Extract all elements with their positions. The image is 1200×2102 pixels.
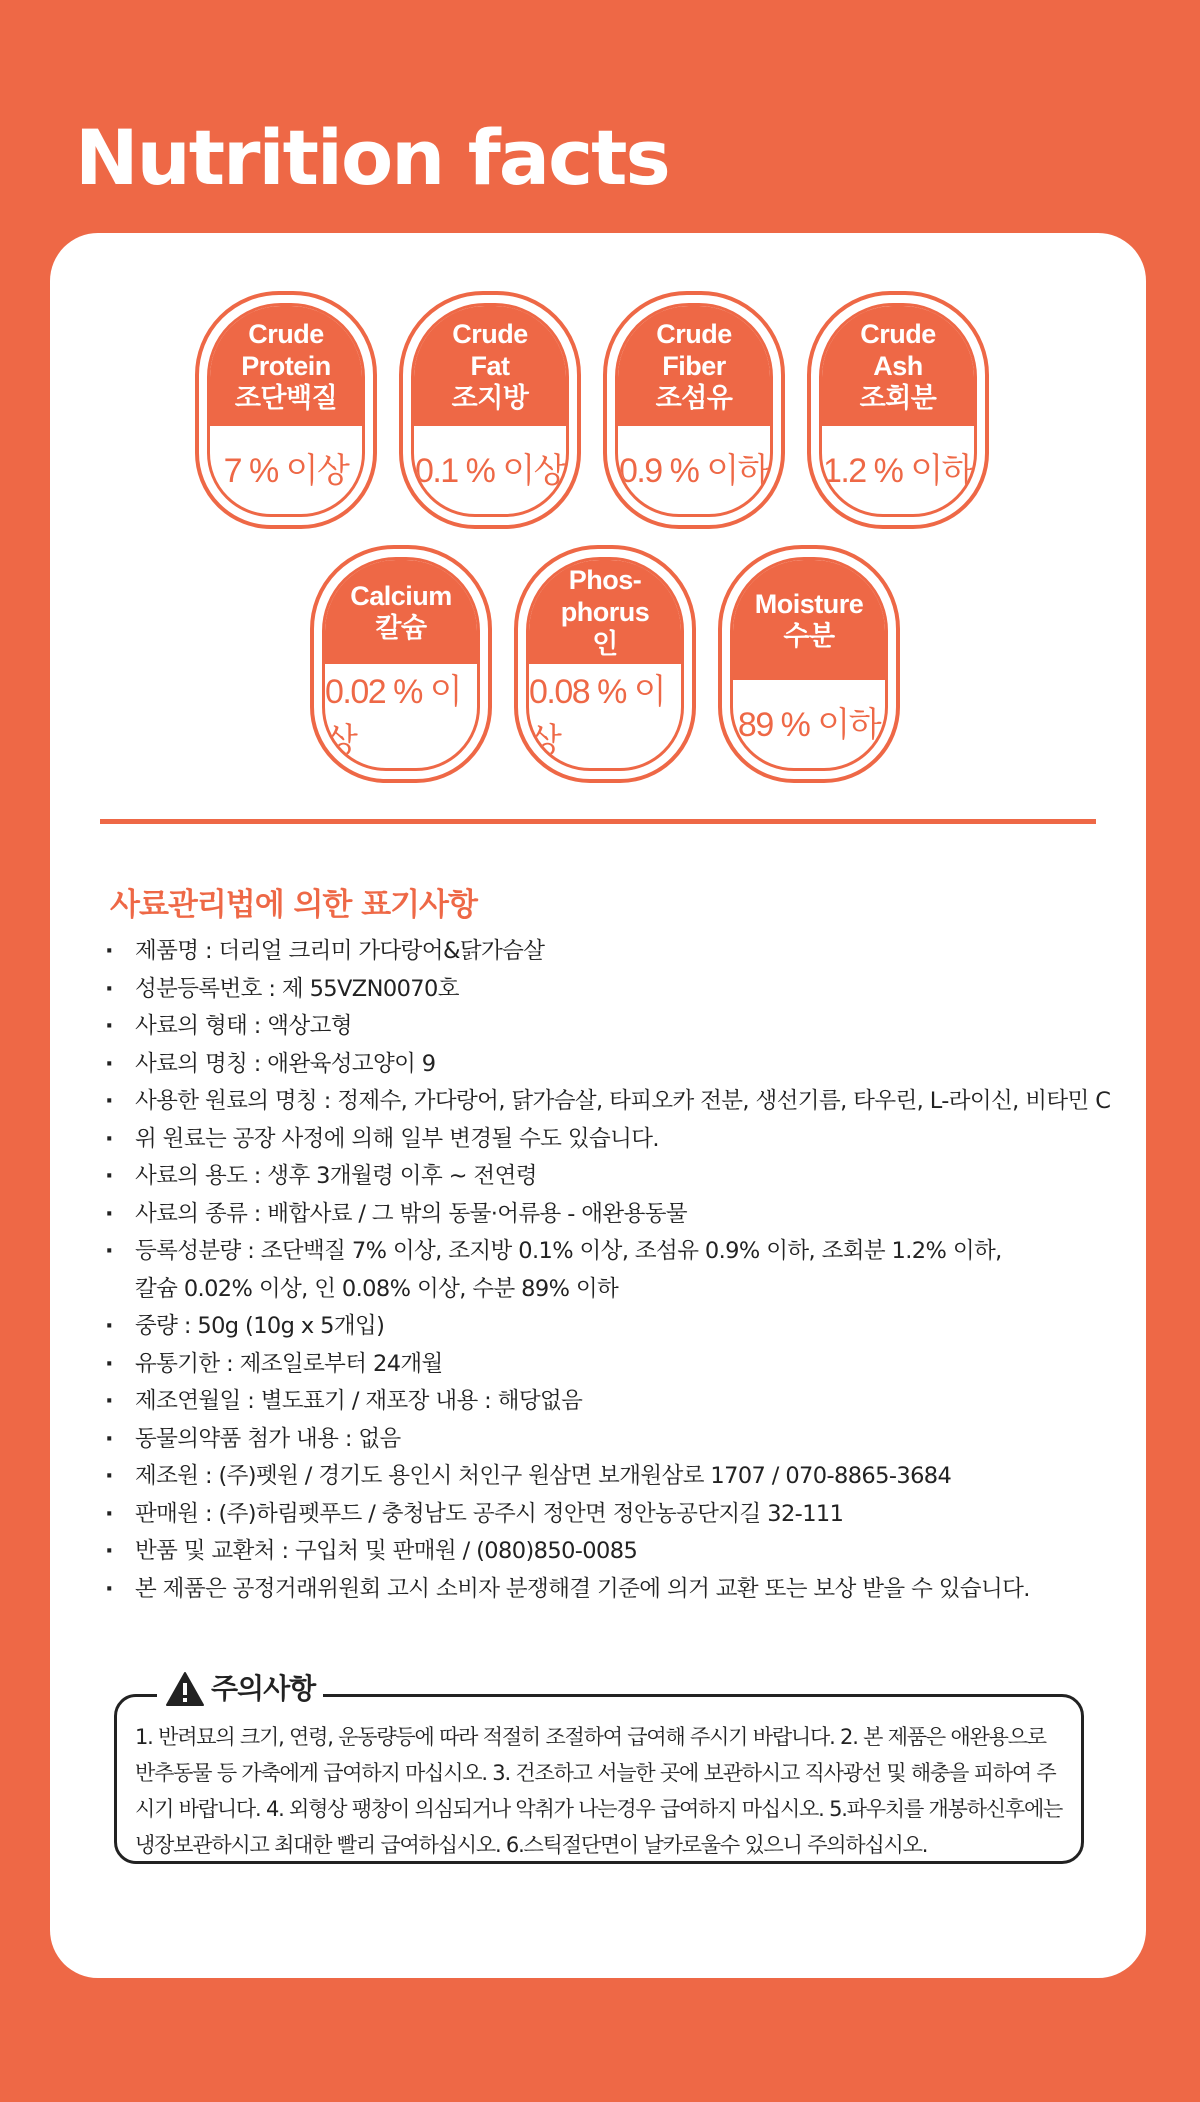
- nutrient-badge-moisture: [718, 545, 900, 783]
- nutrient-badge-crude-protein: [195, 291, 377, 529]
- bullet: ·: [105, 1050, 113, 1077]
- list-item: [105, 1308, 1115, 1346]
- nutrient-label-line: Crude: [452, 319, 528, 349]
- nutrient-label: [822, 306, 974, 426]
- list-item-continuation: [105, 1271, 1115, 1309]
- nutrient-label: [210, 306, 362, 426]
- nutrient-label-line: 인: [592, 629, 618, 659]
- list-item-text: 등록성분량 : 조단백질 7% 이상, 조지방 0.1% 이상, 조섬유 0.9% 이하, 조회분 1.2% 이하,: [135, 1238, 1002, 1264]
- nutrient-label-line: phorus: [560, 597, 650, 627]
- nutrient-label-line: 수분: [783, 621, 835, 651]
- nutrient-badge-calcium: [310, 545, 492, 783]
- list-item-text: 위 원료는 공장 사정에 의해 일부 변경될 수도 있습니다.: [135, 1125, 659, 1152]
- list-item-text: 사용한 원료의 명칭 : 정제수, 가다랑어, 닭가슴살, 타피오카 전분, 생선기름, 타우린, L-라이신, 비타민 C: [135, 1088, 1111, 1114]
- list-item: [105, 1158, 1115, 1196]
- nutrient-value: 7 % 이상: [223, 451, 349, 490]
- list-item-text: 사료의 용도 : 생후 3개월령 이후 ~ 전연령: [135, 1163, 537, 1189]
- nutrient-value: 1.2 % 이하: [822, 451, 974, 490]
- nutrient-label-line: Crude: [656, 319, 732, 349]
- list-item-text: 제조원 : (주)펫원 / 경기도 용인시 처인구 원삼면 보개원삼로 1707 / 070-8865-3684: [135, 1463, 952, 1489]
- list-item-text: 사료의 명칭 : 애완육성고양이 9: [135, 1050, 436, 1077]
- bullet: ·: [105, 1125, 113, 1152]
- labeling-info-list: [105, 933, 1115, 1608]
- nutrient-label-line: 조지방: [451, 383, 529, 413]
- list-item: [105, 1233, 1115, 1271]
- bullet: ·: [105, 1350, 113, 1377]
- list-item: [105, 1008, 1115, 1046]
- bullet: ·: [105, 1238, 113, 1264]
- bullet: ·: [105, 1200, 113, 1227]
- list-item: [105, 1346, 1115, 1384]
- list-item-text: 제조연월일 : 별도표기 / 재포장 내용 : 해당없음: [135, 1388, 583, 1414]
- nutrient-label-line: Calcium: [350, 581, 452, 611]
- nutrient-badge-crude-fat: [399, 291, 581, 529]
- list-item-text: 제품명 : 더리얼 크리미 가다랑어&닭가슴살: [135, 938, 545, 964]
- list-item-text: 성분등록번호 : 제 55VZN0070호: [135, 975, 459, 1002]
- nutrient-value: 0.1 % 이상: [414, 451, 566, 490]
- bullet: ·: [105, 938, 113, 964]
- caution-text: 1. 반려묘의 크기, 연령, 운동량등에 따라 적절히 조절하여 급여해 주시기 바랍니다. 2. 본 제품은 애완용으로 반추동물 등 가축에게 급여하지 마십시오. 3. 건조하고 서늘한 곳에 보관하시고 직사광선 및 해충을 피하여 주시기 바랍니다. 4. 외형상 팽창이 의심되거나 악취가 나는경우 급여하지 마십시오. 5.파우치를 개봉하신후에는 냉장보관하시고 최대한 빨리 급여하십시오. 6.스틱절단면이 날카로울수 있으니 주의하십시오.: [135, 1725, 1063, 1857]
- warning-icon: [165, 1671, 205, 1707]
- nutrient-badge-crude-fiber: [603, 291, 785, 529]
- page-title: Nutrition facts: [75, 113, 669, 202]
- list-item-text: 본 제품은 공정거래위원회 고시 소비자 분쟁해결 기준에 의거 교환 또는 보상 받을 수 있습니다.: [135, 1575, 1030, 1602]
- list-item-text: 동물의약품 첨가 내용 : 없음: [135, 1425, 401, 1452]
- bullet: ·: [105, 1500, 113, 1527]
- list-item: [105, 1458, 1115, 1496]
- labeling-section-title: 사료관리법에 의한 표기사항: [110, 887, 477, 923]
- nutrient-value: 0.02 % 이상: [325, 673, 462, 760]
- bullet: ·: [105, 1313, 113, 1339]
- nutrient-badges-row-1: [195, 291, 989, 529]
- bullet: ·: [105, 1425, 113, 1452]
- nutrient-label: [414, 306, 566, 426]
- bullet: ·: [105, 1538, 113, 1564]
- list-item-text: 사료의 형태 : 액상고형: [135, 1013, 352, 1039]
- nutrient-badge-crude-ash: [807, 291, 989, 529]
- nutrient-label: [325, 560, 477, 664]
- caution-box: [114, 1672, 1084, 1864]
- nutrient-label-line: 조회분: [859, 383, 937, 413]
- nutrient-label-line: 조단백질: [234, 383, 338, 413]
- bullet: ·: [105, 1088, 113, 1114]
- nutrient-label-line: Protein: [241, 351, 331, 381]
- bullet: ·: [105, 1575, 113, 1602]
- list-item-text: 사료의 종류 : 배합사료 / 그 밖의 동물·어류용 - 애완용동물: [135, 1200, 687, 1227]
- bullet: ·: [105, 1163, 113, 1189]
- nutrient-badge-phosphorus: [514, 545, 696, 783]
- caution-title: 주의사항: [211, 1672, 316, 1705]
- list-item-text: 중량 : 50g (10g x 5개입): [135, 1313, 385, 1339]
- nutrient-label-line: Ash: [873, 351, 923, 381]
- nutrient-badges-row-2: [310, 545, 900, 783]
- bullet: ·: [105, 1463, 113, 1489]
- nutrient-value: 89 % 이하: [737, 705, 881, 744]
- list-item: [105, 1571, 1115, 1609]
- bullet: ·: [105, 975, 113, 1002]
- nutrient-label: [618, 306, 770, 426]
- list-item: [105, 1421, 1115, 1459]
- caution-header: [157, 1671, 323, 1707]
- bullet: ·: [105, 1388, 113, 1414]
- nutrient-label-line: Crude: [860, 319, 936, 349]
- nutrient-label-line: 칼슘: [375, 613, 427, 643]
- nutrient-label-line: Moisture: [754, 589, 864, 619]
- nutrient-label-line: Fat: [470, 351, 510, 381]
- list-item: [105, 1533, 1115, 1571]
- list-item-text: 유통기한 : 제조일로부터 24개월: [135, 1350, 443, 1377]
- nutrient-label: [733, 560, 885, 680]
- list-item: [105, 1046, 1115, 1084]
- list-item: [105, 971, 1115, 1009]
- list-item-text: 반품 및 교환처 : 구입처 및 판매원 / (080)850-0085: [135, 1538, 638, 1564]
- list-item: [105, 1496, 1115, 1534]
- nutrition-card: [50, 233, 1146, 1978]
- list-item-text: 판매원 : (주)하림펫푸드 / 충청남도 공주시 정안면 정안농공단지길 32-111: [135, 1500, 844, 1527]
- list-item: [105, 1196, 1115, 1234]
- list-item: [105, 933, 1115, 971]
- list-item: [105, 1383, 1115, 1421]
- nutrient-label-line: Crude: [248, 319, 324, 349]
- list-item: [105, 1083, 1115, 1121]
- nutrient-label-line: 조섬유: [655, 383, 733, 413]
- nutrient-label: [529, 560, 681, 664]
- nutrient-label-line: Phos-: [568, 565, 642, 595]
- nutrient-label-line: Fiber: [662, 351, 726, 381]
- nutrient-value: 0.9 % 이하: [618, 451, 770, 490]
- list-item: [105, 1121, 1115, 1159]
- list-item-text: 칼슘 0.02% 이상, 인 0.08% 이상, 수분 89% 이하: [135, 1275, 619, 1302]
- section-divider: [100, 819, 1096, 824]
- nutrient-value: 0.08 % 이상: [529, 673, 666, 760]
- bullet: ·: [105, 1013, 113, 1039]
